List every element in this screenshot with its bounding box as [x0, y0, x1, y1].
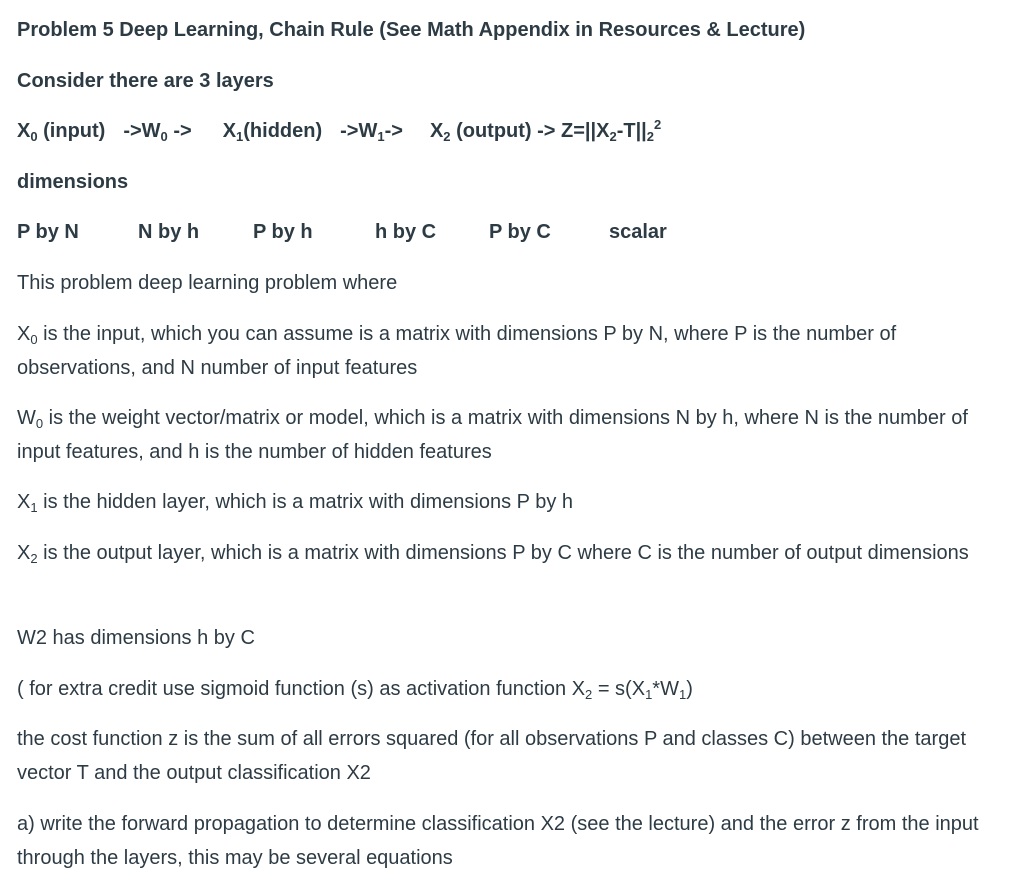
sigmoid-close: )	[686, 678, 693, 700]
dimension-w0: N by h	[138, 221, 200, 243]
x0-label: (input)	[37, 120, 106, 142]
w2-paragraph: W2 has dimensions h by C	[17, 627, 255, 649]
x0-para-subscript: 0	[30, 332, 38, 347]
x0-paragraph	[17, 317, 1012, 385]
cost-paragraph: the cost function z is the sum of all errors squared (for all observations P and classes C) between the target vector T and the output classification X2	[17, 728, 966, 784]
sigmoid-equals: = s(X	[592, 678, 646, 700]
sigmoid-paragraph	[17, 676, 693, 702]
sigmoid-x1-subscript: 1	[645, 687, 653, 702]
w0-paragraph	[17, 401, 1012, 469]
x0-para-text: is the input, which you can assume is a matrix with dimensions P by N, where P is the number of observations, and N number of input features	[17, 323, 897, 379]
x1-subscript: 1	[236, 129, 244, 144]
layers-heading: Consider there are 3 layers	[17, 70, 274, 92]
problem-title: Problem 5 Deep Learning, Chain Rule (See Math Appendix in Resources & Lecture)	[17, 19, 806, 41]
x1-para-subscript: 1	[30, 500, 38, 515]
w1-arrow-tail: ->	[384, 120, 403, 142]
x0-subscript: 0	[30, 129, 38, 144]
w0-para-symbol: W	[17, 407, 36, 429]
x1-symbol: X	[222, 120, 237, 142]
dimension-w1: h by C	[375, 221, 437, 243]
dimension-x0: P by N	[17, 221, 79, 243]
x2-label-and-cost: (output) -> Z=||X	[450, 120, 610, 142]
x1-label: (hidden)	[243, 120, 323, 142]
w1-arrow: ->W	[340, 120, 378, 142]
w0-arrow-tail: ->	[167, 120, 192, 142]
x1-para-symbol: X	[17, 491, 31, 513]
layer-flow	[17, 118, 661, 144]
intro-paragraph: This problem deep learning problem where	[17, 272, 398, 294]
cost-tail: -T||	[616, 120, 647, 142]
w1-subscript: 1	[377, 129, 385, 144]
dimensions-heading: dimensions	[17, 171, 129, 193]
part-a-paragraph: a) write the forward propagation to determine classification X2 (see the lecture) and the error z from the input through the layers, this may be several equations	[17, 813, 979, 869]
w0-arrow: ->W	[123, 120, 161, 142]
x2-para-subscript: 2	[30, 551, 38, 566]
x2-para-text: is the output layer, which is a matrix with dimensions P by C where C is the number of output dimensions	[37, 542, 969, 564]
sigmoid-x2-subscript: 2	[585, 687, 593, 702]
x2-subscript: 2	[443, 129, 451, 144]
cost-norm-subscript: 2	[646, 129, 655, 144]
x2-symbol: X	[429, 120, 444, 142]
dimension-z: scalar	[609, 221, 667, 243]
sigmoid-text: ( for extra credit use sigmoid function (s) as activation function X	[17, 678, 586, 700]
w0-para-text: is the weight vector/matrix or model, which is a matrix with dimensions N by h, where N is the number of input features, and h is the number of hidden features	[17, 407, 968, 463]
x1-paragraph	[17, 485, 1012, 519]
dimension-x2: P by C	[489, 221, 551, 243]
cost-square-superscript: 2	[654, 117, 662, 132]
x2-paragraph	[17, 536, 1012, 570]
w0-subscript: 0	[160, 129, 168, 144]
cost-x-subscript: 2	[609, 129, 617, 144]
sigmoid-times-w: *W	[652, 678, 679, 700]
dimension-x1: P by h	[253, 221, 313, 243]
x0-symbol: X	[17, 120, 31, 142]
x0-para-symbol: X	[17, 323, 31, 345]
sigmoid-w1-subscript: 1	[678, 687, 687, 702]
w0-para-subscript: 0	[35, 416, 44, 431]
x1-para-text: is the hidden layer, which is a matrix with dimensions P by h	[37, 491, 574, 513]
x2-para-symbol: X	[17, 542, 31, 564]
